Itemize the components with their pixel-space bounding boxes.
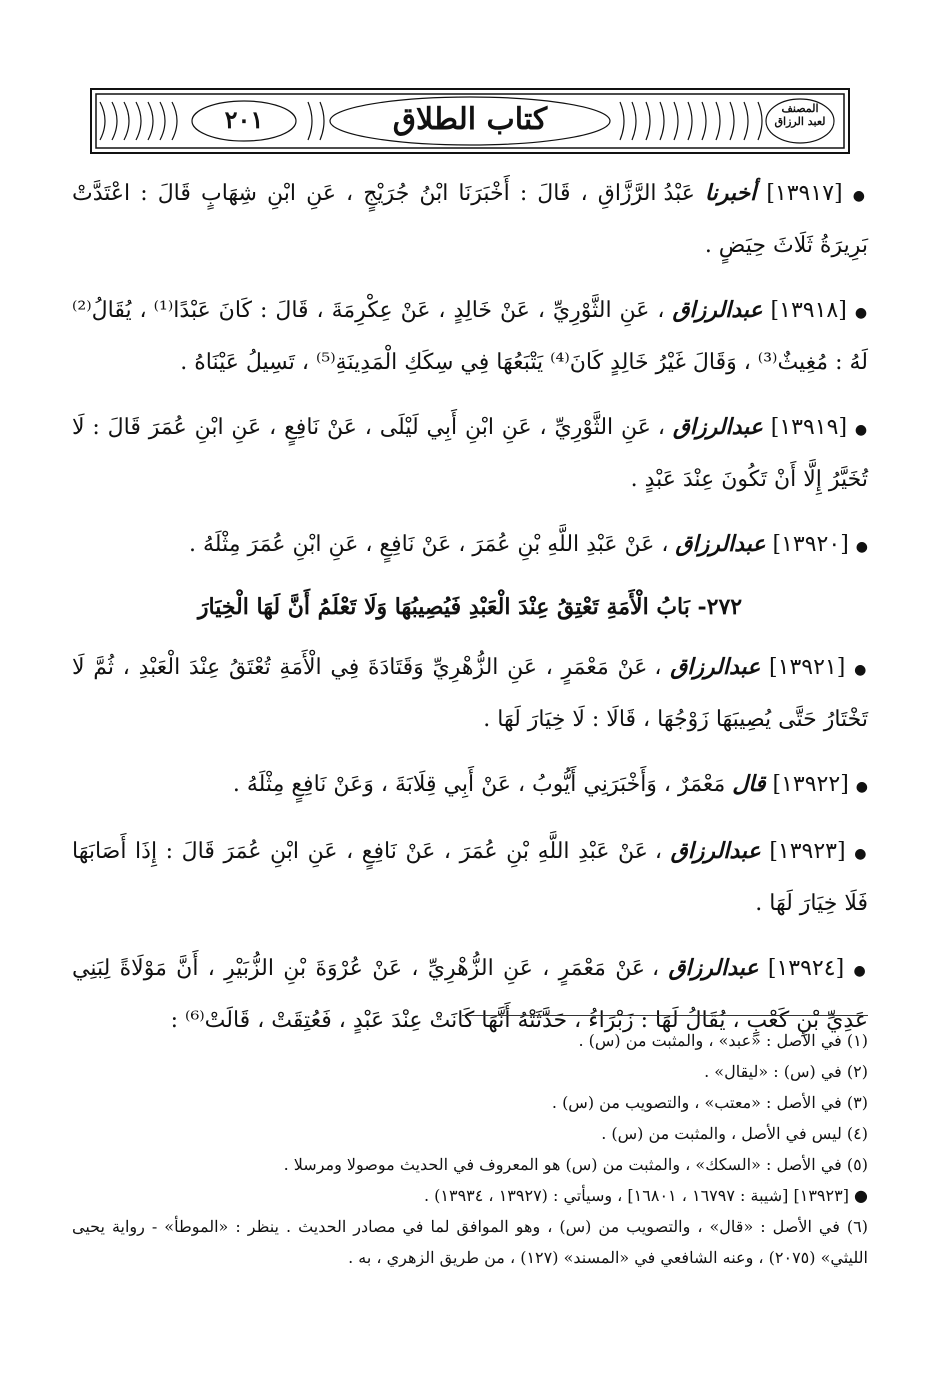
book-logo: المصنف لعبد الرزاق xyxy=(774,102,826,128)
bullet-icon: ● xyxy=(853,963,869,979)
narrator: قال xyxy=(732,771,766,797)
hadith-text: مَعْمَرٌ ، وَأَخْبَرَنِي أَيُّوبُ ، عَنْ أَبِي قِلَابَةَ ، وَعَنْ نَافِعٍ مِثْلَهُ . xyxy=(232,772,726,797)
bullet-icon: ● xyxy=(855,779,868,795)
footnote: (١) في الأصل : «عبد» ، والمثبت من (س) . xyxy=(578,1031,868,1050)
hadith-13923 xyxy=(72,826,868,929)
narrator: عبدالرزاق xyxy=(675,531,766,557)
footnote: (٢) في (س) : «ليقال» . xyxy=(704,1062,868,1081)
hadith-text: ، عَنِ الثَّوْرِيِّ ، عَنْ خَالِدٍ ، عَنْ عِكْرِمَةَ ، قَالَ : كَانَ عَبْدًا⁽¹⁾ ، يُقَالُ⁽²⁾ لَهُ : مُغِيثٌ⁽³⁾ ، وَقَالَ غَيْرُ خَالِدٍ كَانَ⁽⁴⁾ يَتْبَعُهَا فِي سِكَكِ الْمَدِينَةِ⁽⁵⁾ ، تَسِيلُ عَيْنَاهُ . xyxy=(72,298,868,375)
page-header xyxy=(90,88,850,154)
hadith-13920 xyxy=(72,519,868,572)
footnote: (٦) في الأصل : «قال» ، والتصويب من (س) ، وهو الموافق لما في مصادر الحديث . ينظر : «الموطأ» - رواية يحيى الليثي» (٢٠٧٥) ، وعنه الشافعي في «المسند» (١٢٧) ، من طريق الزهري ، به . xyxy=(72,1217,868,1267)
hadith-13919 xyxy=(72,402,868,505)
main-text xyxy=(72,168,868,1060)
hadith-text: عَبْدُ الرَّزَّاقِ ، قَالَ : أَخْبَرَنَا ابْنُ جُرَيْجٍ ، عَنِ ابْنِ شِهَابٍ قَالَ : اعْتَدَّتْ بَرِيرَةُ ثَلَاثَ حِيَضٍ . xyxy=(72,181,868,258)
footnote: (٤) ليس في الأصل ، والمثبت من (س) . xyxy=(601,1124,868,1143)
narrator: عبدالرزاق xyxy=(670,654,761,680)
page-number: ٢٠١ xyxy=(224,105,264,134)
hadith-text: ، عَنْ عَبْدِ اللَّهِ بْنِ عُمَرَ ، عَنْ نَافِعٍ ، عَنِ ابْنِ عُمَرَ مِثْلَهُ . xyxy=(189,532,669,557)
page-title: كتاب الطلاق xyxy=(392,102,548,137)
footnotes xyxy=(72,1025,868,1273)
hadith-text: ، عَنْ مَعْمَرٍ ، عَنِ الزُّهْرِيِّ ، عَنْ عُرْوَةَ بْنِ الزُّبَيْرِ ، أَنَّ مَوْلَاةً لِبَنِي عَدِيِّ بْنِ كَعْبٍ ، يُقَالُ لَهَا : زَبْرَاءُ ، حَدَّثَتْهُ أَنَّهَا كَانَتْ عِنْدَ عَبْدٍ ، فَعُتِقَتْ ، قَالَتْ⁽⁶⁾ : xyxy=(72,956,868,1033)
footnote: (٥) في الأصل : «السكك» ، والمثبت من (س) هو المعروف في الحديث موصولا ومرسلا . xyxy=(283,1155,868,1174)
narrator: أخبرنا xyxy=(704,180,757,206)
chapter-title: ٢٧٢- بَابُ الْأَمَةِ تَعْتِقُ عِنْدَ الْعَبْدِ فَيُصِيبُهَا وَلَا تَعْلَمُ أَنَّ لَهَا الْخِيَارَ xyxy=(197,594,743,620)
hadith-number: [١٣٩٢٢] xyxy=(772,772,849,797)
bullet-icon: ● xyxy=(855,539,868,555)
narrator: عبدالرزاق xyxy=(672,297,763,323)
hadith-13918 xyxy=(72,285,868,388)
hadith-number: [١٣٩٢٣] xyxy=(769,839,846,864)
hadith-number: [١٣٩١٨] xyxy=(770,298,847,323)
bullet-icon: ● xyxy=(854,662,869,678)
footnote: (٣) في الأصل : «معتب» ، والتصويب من (س) . xyxy=(551,1093,868,1112)
hadith-number: [١٣٩٢٠] xyxy=(772,532,849,557)
narrator: عبدالرزاق xyxy=(670,838,761,864)
hadith-13921 xyxy=(72,642,868,745)
hadith-13922 xyxy=(72,759,868,812)
hadith-number: [١٣٩٢٤] xyxy=(767,956,845,981)
narrator: عبدالرزاق xyxy=(672,414,763,440)
narrator: عبدالرزاق xyxy=(668,955,759,981)
bullet-icon: ● xyxy=(854,305,869,321)
hadith-text: ، عَنْ مَعْمَرٍ ، عَنِ الزُّهْرِيِّ وَقَتَادَةَ فِي الْأَمَةِ تُعْتَقُ عِنْدَ الْعَبْدِ ، ثُمَّ لَا تَخْتَارُ حَتَّى يُصِيبَهَا زَوْجُهَا ، قَالَا : لَا خِيَارَ لَهَا . xyxy=(72,655,868,732)
bullet-icon: ● xyxy=(854,422,868,438)
bullet-icon: ● xyxy=(852,188,868,204)
bullet-icon: ● xyxy=(854,846,869,862)
hadith-text: ، عَنِ الثَّوْرِيِّ ، عَنِ ابْنِ أَبِي لَيْلَى ، عَنْ نَافِعٍ ، عَنِ ابْنِ عُمَرَ قَالَ : لَا تُخَيَّرُ إِلَّا أَنْ تَكُونَ عِنْدَ عَبْدٍ . xyxy=(72,415,868,492)
hadith-number: [١٣٩١٧] xyxy=(766,181,843,206)
hadith-13917 xyxy=(72,168,868,271)
footnote-divider xyxy=(462,1015,868,1016)
hadith-number: [١٣٩١٩] xyxy=(770,415,848,440)
hadith-number: [١٣٩٢١] xyxy=(769,655,846,680)
source-note: ● [١٣٩٢٣] [شيبة : ١٦٧٩٧ ، ١٦٨٠١] ، وسيأتي : (١٣٩٢٧ ، ١٣٩٣٤) . xyxy=(423,1186,868,1205)
hadith-text: ، عَنْ عَبْدِ اللَّهِ بْنِ عُمَرَ ، عَنْ نَافِعٍ ، عَنِ ابْنِ عُمَرَ قَالَ : إِذَا أَصَابَهَا فَلَا خِيَارَ لَهَا . xyxy=(72,839,868,916)
